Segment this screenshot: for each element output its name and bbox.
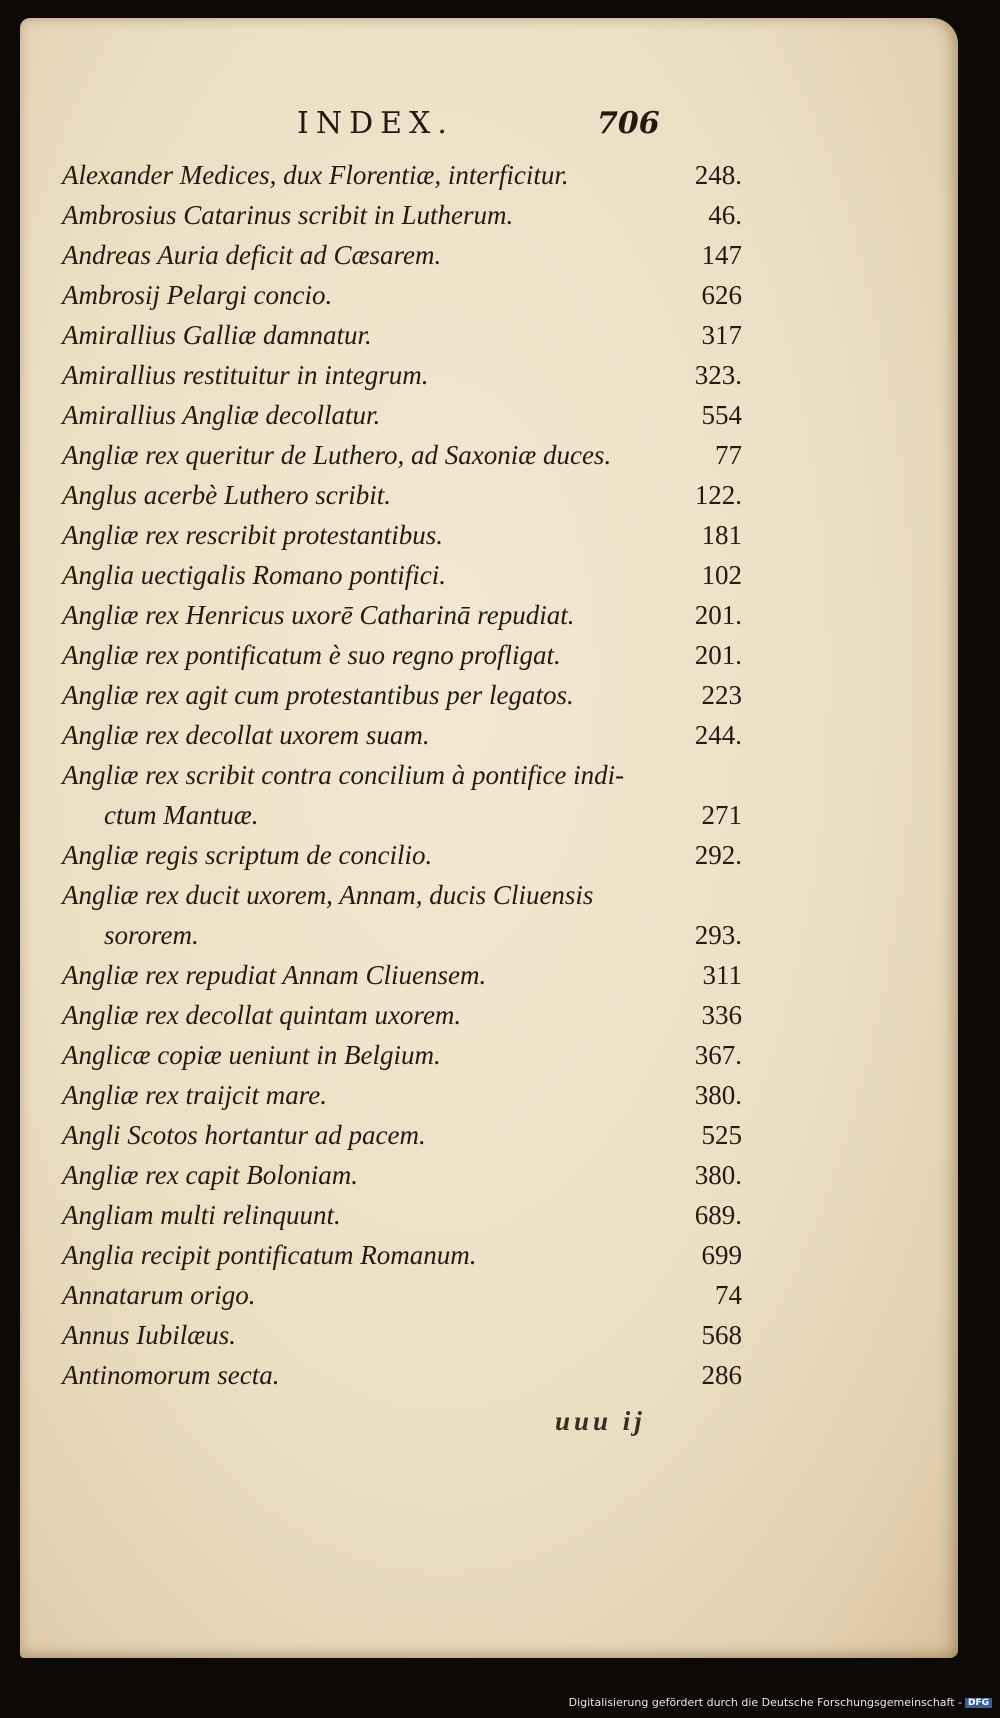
entry-continuation: sororem. bbox=[104, 920, 199, 950]
entry-text: Anglia uectigalis Romano pontifici. bbox=[62, 560, 446, 590]
index-entry bbox=[62, 1075, 742, 1115]
entry-text: Angliæ rex decollat quintam uxorem. bbox=[62, 1000, 462, 1030]
entry-page-number: 201. bbox=[694, 640, 742, 670]
running-head bbox=[20, 106, 958, 156]
entry-text: Angliæ rex pontificatum è suo regno profligat. bbox=[62, 640, 561, 670]
entry-text: Angliæ rex repudiat Annam Cliuensem. bbox=[62, 960, 487, 990]
index-entry bbox=[62, 275, 742, 315]
index-entries bbox=[62, 155, 742, 1395]
entry-page-number: 525 bbox=[701, 1120, 742, 1150]
index-entry bbox=[62, 1115, 742, 1155]
entry-page-number: 102 bbox=[701, 560, 742, 590]
entry-text: Amirallius restituitur in integrum. bbox=[62, 360, 429, 390]
index-entry bbox=[62, 595, 742, 635]
entry-page-number: 689. bbox=[694, 1200, 742, 1230]
entry-page-number: 699 bbox=[701, 1240, 742, 1270]
entry-page-number: 244. bbox=[694, 720, 742, 750]
entry-page-number: 271 bbox=[701, 800, 742, 830]
entry-text: Angliam multi relinquunt. bbox=[62, 1200, 341, 1230]
index-entry bbox=[62, 1195, 742, 1235]
entry-text: Anglicæ copiæ ueniunt in Belgium. bbox=[62, 1040, 441, 1070]
index-entry bbox=[62, 755, 742, 835]
index-entry bbox=[62, 555, 742, 595]
entry-text: Ambrosij Pelargi concio. bbox=[62, 280, 333, 310]
entry-continuation: ctum Mantuæ. bbox=[104, 800, 259, 830]
index-entry bbox=[62, 235, 742, 275]
index-entry bbox=[62, 155, 742, 195]
page-title: INDEX. bbox=[297, 106, 454, 141]
entry-text: Angliæ rex Henricus uxorē Catharinā repudiat. bbox=[62, 600, 575, 630]
index-entry bbox=[62, 1315, 742, 1355]
index-entry bbox=[62, 675, 742, 715]
entry-page-number: 147 bbox=[701, 240, 742, 270]
index-entry bbox=[62, 995, 742, 1035]
index-entry bbox=[62, 1235, 742, 1275]
entry-page-number: 248. bbox=[694, 160, 742, 190]
entry-page-number: 181 bbox=[701, 520, 742, 550]
entry-text: Angliæ rex ducit uxorem, Annam, ducis Cliuensis bbox=[62, 880, 594, 910]
entry-text: Angliæ rex queritur de Luthero, ad Saxoniæ duces. bbox=[62, 440, 612, 470]
entry-text: Angliæ rex capit Boloniam. bbox=[62, 1160, 358, 1190]
index-entry bbox=[62, 875, 742, 955]
page-number: 706 bbox=[597, 106, 660, 141]
entry-page-number: 77 bbox=[715, 440, 742, 470]
entry-text: Ambrosius Catarinus scribit in Lutherum. bbox=[62, 200, 514, 230]
entry-text: Anglia recipit pontificatum Romanum. bbox=[62, 1240, 477, 1270]
entry-text: Angliæ rex scribit contra concilium à pontifice indi- bbox=[62, 760, 625, 790]
entry-text: Angliæ rex decollat uxorem suam. bbox=[62, 720, 430, 750]
index-entry bbox=[62, 835, 742, 875]
entry-page-number: 380. bbox=[694, 1160, 742, 1190]
index-entry bbox=[62, 515, 742, 555]
index-entry bbox=[62, 195, 742, 235]
entry-page-number: 317 bbox=[701, 320, 742, 350]
entry-page-number: 568 bbox=[701, 1320, 742, 1350]
entry-text: Angliæ rex traijcit mare. bbox=[62, 1080, 327, 1110]
entry-page-number: 323. bbox=[694, 360, 742, 390]
index-entry bbox=[62, 635, 742, 675]
index-entry bbox=[62, 395, 742, 435]
catchword: uuu ij bbox=[555, 1406, 646, 1436]
entry-page-number: 336 bbox=[701, 1000, 742, 1030]
index-entry bbox=[62, 435, 742, 475]
index-entry bbox=[62, 1035, 742, 1075]
index-entry bbox=[62, 1275, 742, 1315]
entry-page-number: 74 bbox=[715, 1280, 742, 1310]
index-entry bbox=[62, 475, 742, 515]
index-entry bbox=[62, 1155, 742, 1195]
entry-page-number: 292. bbox=[694, 840, 742, 870]
entry-page-number: 286 bbox=[701, 1360, 742, 1390]
entry-text: Amirallius Angliæ decollatur. bbox=[62, 400, 381, 430]
index-entry bbox=[62, 1355, 742, 1395]
index-entry bbox=[62, 315, 742, 355]
entry-text: Angliæ rex agit cum protestantibus per legatos. bbox=[62, 680, 574, 710]
entry-page-number: 201. bbox=[694, 600, 742, 630]
entry-text: Amirallius Galliæ damnatur. bbox=[62, 320, 372, 350]
entry-page-number: 311 bbox=[702, 960, 742, 990]
entry-page-number: 626 bbox=[701, 280, 742, 310]
entry-text: Angliæ regis scriptum de concilio. bbox=[62, 840, 433, 870]
entry-text: Annatarum origo. bbox=[62, 1280, 256, 1310]
entry-page-number: 554 bbox=[701, 400, 742, 430]
credit-text: Digitalisierung gefördert durch die Deutsche Forschungsgemeinschaft - bbox=[568, 1696, 962, 1709]
entry-page-number: 367. bbox=[694, 1040, 742, 1070]
entry-page-number: 293. bbox=[694, 920, 742, 950]
index-entry bbox=[62, 355, 742, 395]
entry-page-number: 380. bbox=[694, 1080, 742, 1110]
entry-text: Annus Iubilæus. bbox=[62, 1320, 237, 1350]
digitization-credit bbox=[569, 1696, 992, 1709]
entry-text: Antinomorum secta. bbox=[62, 1360, 280, 1390]
dfg-logo: DFG bbox=[965, 1698, 992, 1708]
index-entry bbox=[62, 955, 742, 995]
entry-page-number: 223 bbox=[701, 680, 742, 710]
entry-page-number: 122. bbox=[694, 480, 742, 510]
entry-text: Andreas Auria deficit ad Cæsarem. bbox=[62, 240, 442, 270]
entry-page-number: 46. bbox=[708, 200, 742, 230]
entry-text: Anglus acerbè Luthero scribit. bbox=[62, 480, 391, 510]
entry-text: Alexander Medices, dux Florentiæ, interficitur. bbox=[62, 160, 569, 190]
entry-text: Angli Scotos hortantur ad pacem. bbox=[62, 1120, 426, 1150]
index-entry bbox=[62, 715, 742, 755]
entry-text: Angliæ rex rescribit protestantibus. bbox=[62, 520, 443, 550]
book-page bbox=[20, 18, 958, 1658]
